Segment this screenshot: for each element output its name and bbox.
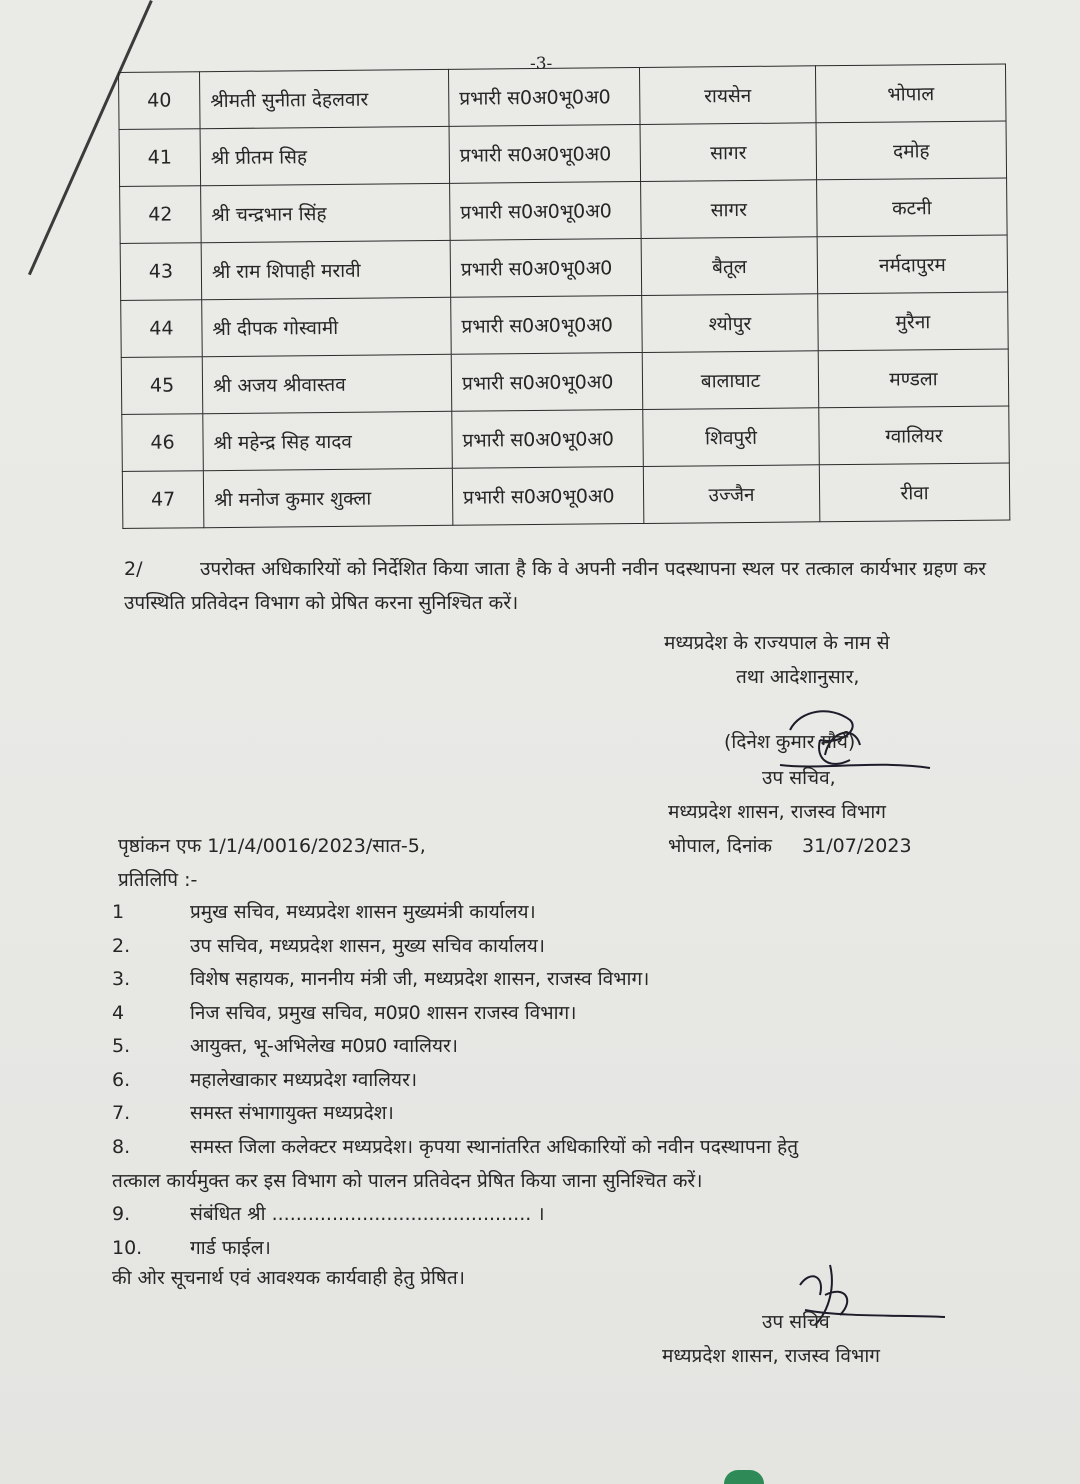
copy-to-item-text: संबंधित श्री ........................................... । bbox=[190, 1203, 545, 1225]
transfer-table bbox=[118, 63, 1010, 529]
serial-number-cell: 45 bbox=[121, 357, 203, 415]
to-district-cell: ग्वालियर bbox=[819, 406, 1010, 465]
instruction-paragraph bbox=[124, 552, 986, 620]
watermark-logo-fragment bbox=[724, 1470, 764, 1484]
signatory-department: मध्यप्रदेश शासन, राजस्व विभाग bbox=[668, 801, 886, 823]
copy-to-item bbox=[112, 963, 992, 997]
order-line-1: मध्यप्रदेश के राज्यपाल के नाम से bbox=[664, 632, 890, 654]
copy-to-item bbox=[112, 896, 992, 930]
to-district-cell: भोपाल bbox=[815, 64, 1006, 123]
copy-to-item-number: 1 bbox=[112, 901, 125, 923]
order-authority bbox=[664, 626, 890, 694]
serial-number-cell: 42 bbox=[120, 186, 202, 244]
officer-name-cell: श्री मनोज कुमार शुक्ला bbox=[203, 468, 453, 527]
copy-to-item-number: 10. bbox=[112, 1236, 143, 1259]
from-district-cell: श्योपुर bbox=[642, 294, 819, 353]
copy-to-item-number: 3. bbox=[112, 968, 131, 990]
table-row bbox=[122, 406, 1010, 472]
post-cell: प्रभारी स0अ0भू0अ0 bbox=[448, 67, 640, 126]
officer-name-cell: श्री महेन्द्र सिह यादव bbox=[203, 411, 453, 470]
table-row bbox=[122, 463, 1010, 529]
serial-number-cell: 44 bbox=[121, 300, 203, 358]
from-district-cell: उज्जैन bbox=[643, 465, 820, 524]
officer-name-cell: श्री दीपक गोस्वामी bbox=[202, 297, 452, 356]
table-row bbox=[121, 292, 1009, 358]
copy-to-item bbox=[112, 1232, 992, 1266]
serial-number-cell: 40 bbox=[119, 72, 201, 130]
paragraph-number: 2/ bbox=[124, 558, 143, 580]
copy-to-item bbox=[112, 1064, 992, 1098]
officer-name-cell: श्री अजय श्रीवास्तव bbox=[202, 354, 452, 413]
copy-to-item bbox=[112, 1131, 992, 1165]
copy-to-item bbox=[112, 997, 992, 1031]
place-label: भोपाल, दिनांक bbox=[668, 835, 773, 857]
order-line-2: तथा आदेशानुसार, bbox=[736, 666, 860, 688]
from-district-cell: शिवपुरी bbox=[643, 408, 820, 467]
table-row bbox=[119, 121, 1007, 187]
place-date bbox=[668, 832, 912, 858]
signatory-designation: उप सचिव, bbox=[762, 767, 836, 789]
post-cell: प्रभारी स0अ0भू0अ0 bbox=[450, 181, 642, 240]
post-cell: प्रभारी स0अ0भू0अ0 bbox=[449, 124, 641, 183]
copy-to-item-text: समस्त संभागायुक्त मध्यप्रदेश। bbox=[190, 1102, 394, 1124]
from-district-cell: बैतूल bbox=[641, 237, 818, 296]
copy-to-item bbox=[112, 1097, 992, 1131]
to-district-cell: मुरैना bbox=[818, 292, 1009, 351]
copy-to-item-number: 4 bbox=[112, 1001, 125, 1024]
table-row bbox=[121, 349, 1009, 415]
table-row bbox=[120, 235, 1008, 301]
copy-to-item bbox=[112, 930, 992, 964]
copy-to-item-number: 9. bbox=[112, 1203, 131, 1225]
officer-name-cell: श्री चन्द्रभान सिंह bbox=[201, 183, 451, 242]
signatory2-designation: उप सचिव bbox=[762, 1311, 830, 1333]
to-district-cell: कटनी bbox=[817, 178, 1008, 237]
serial-number-cell: 43 bbox=[120, 243, 202, 301]
signatory-name: (दिनेश कुमार मौर्य) bbox=[724, 731, 856, 753]
copy-to-item bbox=[112, 1198, 992, 1232]
post-cell: प्रभारी स0अ0भू0अ0 bbox=[452, 409, 644, 468]
officer-name-cell: श्री प्रीतम सिह bbox=[200, 126, 450, 185]
date-value: 31/07/2023 bbox=[802, 835, 912, 857]
copy-to-list bbox=[112, 896, 992, 1265]
copy-to-item-number: 7. bbox=[112, 1102, 131, 1124]
copy-to-title: प्रतिलिपि :- bbox=[118, 869, 198, 891]
signatory2-department: मध्यप्रदेश शासन, राजस्व विभाग bbox=[662, 1345, 880, 1367]
copy-to-item-text: विशेष सहायक, माननीय मंत्री जी, मध्यप्रदेश शासन, राजस्व विभाग। bbox=[190, 968, 650, 990]
table-row bbox=[120, 178, 1008, 244]
post-cell: प्रभारी स0अ0भू0अ0 bbox=[451, 295, 643, 354]
post-cell: प्रभारी स0अ0भू0अ0 bbox=[450, 238, 642, 297]
copy-to-item-number: 6. bbox=[112, 1068, 131, 1091]
copy-to-item-text: प्रमुख सचिव, मध्यप्रदेश शासन मुख्यमंत्री कार्यालय। bbox=[190, 901, 536, 923]
from-district-cell: सागर bbox=[640, 123, 817, 182]
from-district-cell: सागर bbox=[641, 180, 818, 239]
page-number: -3- bbox=[530, 54, 553, 74]
post-cell: प्रभारी स0अ0भू0अ0 bbox=[451, 352, 643, 411]
copy-to-item-number: 5. bbox=[112, 1035, 131, 1057]
table-row bbox=[119, 64, 1007, 130]
copy-to-item-text: उप सचिव, मध्यप्रदेश शासन, मुख्य सचिव कार्यालय। bbox=[190, 934, 545, 957]
endorsement-reference: पृष्ठांकन एफ 1/1/4/0016/2023/सात-5, bbox=[118, 835, 426, 857]
to-district-cell: दमोह bbox=[816, 121, 1007, 180]
serial-number-cell: 46 bbox=[122, 414, 204, 472]
from-district-cell: बालाघाट bbox=[642, 351, 819, 410]
officer-name-cell: श्री राम शिपाही मरावी bbox=[201, 240, 451, 299]
to-district-cell: रीवा bbox=[819, 463, 1010, 522]
copy-to-item-text: समस्त जिला कलेक्टर मध्यप्रदेश। कृपया स्थानांतरित अधिकारियों को नवीन पदस्थापना हेतु bbox=[190, 1135, 799, 1158]
post-cell: प्रभारी स0अ0भू0अ0 bbox=[452, 466, 644, 525]
paragraph-text: उपरोक्त अधिकारियों को निर्देशित किया जाता है कि वे अपनी नवीन पदस्थापना स्थल पर तत्काल कार्यभार ग्रहण कर उपस्थिति प्रतिवेदन विभाग को प्रेषित करना सुनिश्चित करें। bbox=[124, 558, 986, 614]
to-district-cell: नर्मदापुरम bbox=[817, 235, 1008, 294]
officer-name-cell: श्रीमती सुनीता देहलवार bbox=[200, 69, 450, 128]
copy-to-item-continuation: तत्काल कार्यमुक्त कर इस विभाग को पालन प्रतिवेदन प्रेषित किया जाना सुनिश्चित करें। bbox=[112, 1170, 703, 1192]
copy-to-item-text: निज सचिव, प्रमुख सचिव, म0प्र0 शासन राजस्व विभाग। bbox=[190, 1001, 577, 1024]
copy-to-item bbox=[112, 1030, 992, 1064]
to-district-cell: मण्डला bbox=[818, 349, 1009, 408]
serial-number-cell: 41 bbox=[119, 129, 201, 187]
from-district-cell: रायसेन bbox=[639, 66, 816, 125]
serial-number-cell: 47 bbox=[122, 471, 204, 529]
forward-note: की ओर सूचनार्थ एवं आवश्यक कार्यवाही हेतु प्रेषित। bbox=[112, 1267, 465, 1289]
copy-to-item-text: आयुक्त, भू-अभिलेख म0प्र0 ग्वालियर। bbox=[190, 1035, 459, 1057]
copy-to-item-text: महालेखाकार मध्यप्रदेश ग्वालियर। bbox=[190, 1068, 418, 1091]
copy-to-item-number: 8. bbox=[112, 1135, 131, 1158]
copy-to-item-text: गार्ड फाईल। bbox=[190, 1236, 271, 1259]
copy-to-item-number: 2. bbox=[112, 934, 131, 957]
